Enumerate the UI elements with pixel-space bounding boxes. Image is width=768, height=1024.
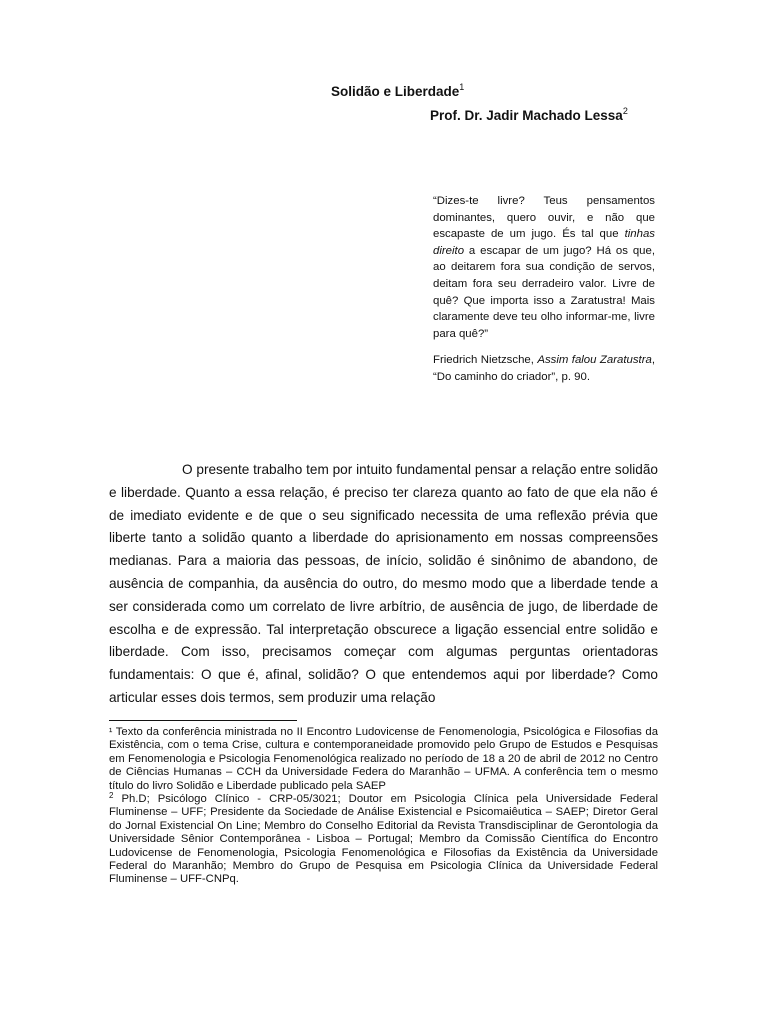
document-title (331, 84, 464, 99)
epigraph (433, 193, 655, 386)
author-footnote-ref[interactable]: 2 (622, 106, 628, 116)
author-text: Prof. Dr. Jadir Machado Lessa (430, 108, 623, 123)
body-paragraph (109, 459, 658, 710)
source-details: , “Do caminho do criador”, p. 90. (433, 354, 655, 383)
footnote-2-text: Ph.D; Psicólogo Clínico - CRP-05/3021; Doutor em Psicologia Clínica pela Universidade Federal Fluminense – UFF; Presidente da Sociedade de Análise Existencial e Psicomaiêutica – SAEP; Diretor Geral do Jornal Existencial On Line; Membro do Conselho Editorial da Revista Transdisciplinar de Gerontologia da Universidade Sênior Contemporânea - Lisboa – Portugal; Membro da Comissão Científica do Encontro Ludovicense de Fenomenologia, Psicologia Fenomenológica e Filosofias da Existência da Universidade Federal do Maranhão; Membro do Grupo de Pesquisa em Psicologia Clínica da Universidade Federal Fluminense – UFF-CNPq. (109, 793, 658, 886)
footnotes (109, 726, 658, 887)
quote-text-part2: a escapar de um jugo? Há os que, ao deitarem fora sua condição de servos, deitam fora seu derradeiro valor. Livre de quê? Que importa isso a Zaratustra! Mais claramente deve teu olho informar-me, livre para quê?” (433, 244, 655, 340)
title-text: Solidão e Liberdade (331, 84, 460, 99)
source-author: Friedrich Nietzsche, (433, 354, 538, 367)
footnote-separator (109, 720, 297, 721)
epigraph-source (433, 352, 655, 385)
footnote-2 (109, 793, 658, 887)
body-paragraph-text: O presente trabalho tem por intuito fundamental pensar a relação entre solidão e liberdade. Quanto a essa relação, é preciso ter clareza quanto ao fato de que ela não é de imediato evidente e de que o seu significado necessita de uma reflexão prévia que liberte tanto a solidão quanto a liberdade do aprisionamento em nossas compreensões medianas. Para a maioria das pessoas, de início, solidão é sinônimo de abandono, de ausência de companhia, da ausência do outro, do mesmo modo que a liberdade tende a ser considerada como um correlato de livre arbítrio, de ausência de jugo, de liberdade de escolha e de expressão. Tal interpretação obscurece a ligação essencial entre solidão e liberdade. Com isso, precisamos começar com algumas perguntas orientadoras fundamentais: O que é, afinal, solidão? O que entendemos aqui por liberdade? Como articular esses dois termos, sem produzir uma relação (109, 462, 658, 705)
epigraph-quote (433, 193, 655, 342)
document-author (430, 108, 628, 123)
footnote-1-number: ¹ (109, 727, 113, 738)
quote-emphasis: tinhas direito (433, 228, 655, 257)
title-footnote-ref[interactable]: 1 (459, 82, 465, 92)
quote-text-part1: “Dizes-te livre? Teus pensamentos dominantes, quero ouvir, e não que escapaste de um jugo. És tal que (433, 195, 655, 241)
source-work: Assim falou Zaratustra (537, 354, 652, 367)
footnote-2-number: 2 (109, 791, 114, 801)
footnote-1-text: Texto da conferência ministrada no II Encontro Ludovicense de Fenomenologia, Psicológica e Filosofias da Existência, com o tema Crise, cultura e contemporaneidade promovido pelo Grupo de Estudos e Pesquisas em Fenomenologia e Psicologia Fenomenológica realizado no período de 18 a 20 de abril de 2012 no Centro de Ciências Humanas – CCH da Universidade Federa do Maranhão – UFMA. A conferência tem o mesmo título do livro Solidão e Liberdade publicado pela SAEP (109, 726, 658, 792)
footnote-1 (109, 726, 658, 793)
